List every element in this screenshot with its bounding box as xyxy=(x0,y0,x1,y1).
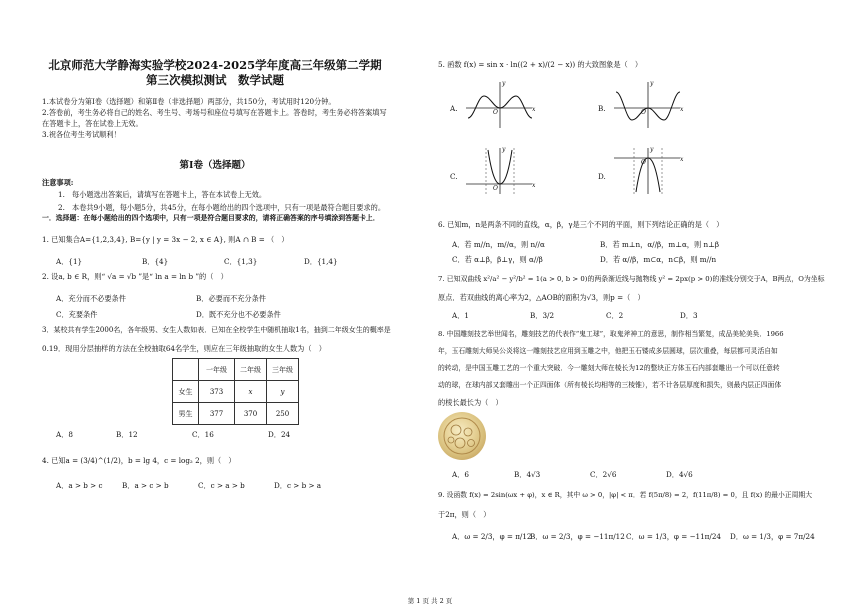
q4-stem: 4. 已知a = (3/4)^(1/2)，b = lg 4，c = log₂ 2，则（ ） xyxy=(42,456,236,465)
table-cell: y xyxy=(267,381,299,403)
ghost-ball-photo xyxy=(438,412,486,460)
table-cell: 男生 xyxy=(173,403,199,425)
q2-option-a: A．充分而不必要条件 xyxy=(56,294,126,303)
q5-label-d: D. xyxy=(598,172,606,181)
origin-label: O xyxy=(641,159,646,166)
q5-graph-b[interactable] xyxy=(612,80,684,130)
instruction-1: 1.本试卷分为第Ⅰ卷（选择题）和第Ⅱ卷（非选择题）两部分，共150分，考试用时120分钟。 xyxy=(42,97,336,106)
q5-graph-c[interactable] xyxy=(464,146,536,196)
q7-option-b: B．3/2 xyxy=(530,311,555,320)
q7-option-d: D．3 xyxy=(680,311,698,320)
q8-line2: 年，玉石雕刻大师吴公炎将这一雕刻技艺应用到玉雕之中，他把玉石镂成多层圆球，层次重叠，每层都可灵活自如 xyxy=(438,347,778,355)
q4-option-b: B．a > c > b xyxy=(122,481,169,490)
q1-option-a: A．{1} xyxy=(56,257,83,266)
table-row xyxy=(173,403,299,425)
table-cell: 二年级 xyxy=(235,359,267,381)
notice-1: 1. 每小题选出答案后，请填写在答题卡上，答在本试卷上无效。 xyxy=(58,190,267,199)
q4-option-d: D．c > b > a xyxy=(274,481,322,490)
q1-option-c: C．{1,3} xyxy=(224,257,258,266)
page-footer: 第 1 页 共 2 页 xyxy=(407,597,453,605)
q8-option-a: A．6 xyxy=(452,470,469,479)
q2-option-d: D．既不充分也不必要条件 xyxy=(196,310,281,319)
axis-x-label: x xyxy=(532,182,536,189)
table-row xyxy=(173,381,299,403)
axis-x-label: x xyxy=(680,156,684,163)
section-title: 一．选择题：在每小题给出的四个选项中，只有一项是符合题目要求的，请将正确答案的序号填涂到答题卡上． xyxy=(42,214,380,222)
q6-option-b: B．若 m⊥n，α//β，m⊥α，则 n⊥β xyxy=(600,240,720,249)
origin-label: O xyxy=(493,109,498,116)
instruction-2: 2.答卷前，考生务必将自己的姓名、考生号、考场号和座位号填写在答题卡上。答卷时，考生务必将答案填写 xyxy=(42,108,387,117)
q3-option-a: A．8 xyxy=(56,430,73,439)
table-cell: 女生 xyxy=(173,381,199,403)
graph-c-svg xyxy=(464,146,536,196)
q3-option-d: D．24 xyxy=(268,430,291,439)
q8-line5: 的棱长最长为（ ） xyxy=(438,398,503,407)
q3-option-b: B．12 xyxy=(116,430,138,439)
q7-option-c: C．2 xyxy=(606,311,624,320)
q1-option-d: D．{1,4} xyxy=(304,257,338,266)
graph-b-svg xyxy=(612,80,684,130)
table-cell xyxy=(173,359,199,381)
q9-option-b: B．ω = 2/3，φ = −11π/12 xyxy=(530,532,625,541)
q4-option-c: C．c > a > b xyxy=(198,481,245,490)
table-cell: 250 xyxy=(267,403,299,425)
q8-option-b: B．4√3 xyxy=(514,470,541,479)
axis-y-label: y xyxy=(650,146,654,153)
table-cell: 一年级 xyxy=(199,359,235,381)
q7-stem-line2: 原点．若双曲线的离心率为2，△AOB的面积为√3，则p =（ ） xyxy=(438,293,645,302)
q8-option-c: C．2√6 xyxy=(590,470,617,479)
exam-title-line1: 北京师范大学静海实验学校2024-2025学年度高三年级第二学期 xyxy=(48,58,382,72)
q9-option-d: D．ω = 1/3，φ = 7π/24 xyxy=(730,532,815,541)
q3-grade-table xyxy=(172,358,299,425)
q8-line4: 动的球，在球内部又套雕出一个正四面体（所有棱长均相等的三棱锥），若不计各层厚度和损失，则最内层正四面体 xyxy=(438,381,782,389)
exam-title-line2: 第三次模拟测试 数学试题 xyxy=(146,73,284,87)
table-row xyxy=(173,359,299,381)
origin-label: O xyxy=(493,185,498,192)
q6-option-a: A．若 m//n，m//α，则 n//α xyxy=(452,240,545,249)
q9-stem-line2: 于2π，则（ ） xyxy=(438,510,491,519)
q8-line1: 8. 中国雕刻技艺举世闻名，雕刻技艺的代表作“鬼工球”，取鬼斧神工的意思，制作相当繁复，成品美轮美奂．1966 xyxy=(438,330,784,338)
q5-graph-a[interactable] xyxy=(464,80,536,130)
q2-option-b: B．必要而不充分条件 xyxy=(196,294,266,303)
notice-title: 注意事项: xyxy=(42,178,74,187)
table-cell: x xyxy=(235,381,267,403)
q6-stem: 6. 已知m，n是两条不同的直线，α，β，γ是三个不同的平面，则下列结论正确的是（ ） xyxy=(438,220,724,229)
q2-stem: 2. 设a, b ∈ R，则“ √a = √b ”是“ ln a = ln b ”的（ ） xyxy=(42,272,228,281)
q2-option-c: C．充要条件 xyxy=(56,310,98,319)
graph-a-svg xyxy=(464,80,536,130)
q4-option-a: A．a > b > c xyxy=(56,481,103,490)
q5-graph-d[interactable] xyxy=(612,146,684,196)
q8-line3: 的转动，是中国玉雕工艺的一个重大突破．今一雕刻大师在棱长为12的整块正方体玉石内部套雕出一个可以任意转 xyxy=(438,364,780,372)
table-cell: 370 xyxy=(235,403,267,425)
q5-label-b: B. xyxy=(598,104,606,113)
q3-stem-line1: 3．某校共有学生2000名，各年级男、女生人数如表．已知在全校学生中随机抽取1名，抽到二年级女生的概率是 xyxy=(42,326,391,334)
origin-label: O xyxy=(641,109,646,116)
instruction-3: 3.祝各位考生考试顺利！ xyxy=(42,130,121,139)
q5-label-a: A. xyxy=(450,104,458,113)
q8-option-d: D．4√6 xyxy=(666,470,693,479)
graph-d-svg xyxy=(612,146,684,196)
q5-stem: 5. 函数 f(x) = sin x · ln((2 + x)/(2 − x)) 的大致图象是（ ） xyxy=(438,60,643,69)
axis-y-label: y xyxy=(650,80,654,87)
q1-option-b: B．{4} xyxy=(142,257,169,266)
q3-stem-line2: 0.19．现用分层抽样的方法在全校抽取64名学生，则应在三年级抽取的女生人数为（ ） xyxy=(42,344,326,353)
table-cell: 三年级 xyxy=(267,359,299,381)
part1-heading: 第Ⅰ卷（选择题） xyxy=(179,160,251,171)
axis-x-label: x xyxy=(532,106,536,113)
q9-stem-line1: 9. 设函数 f(x) = 2sin(ωx + φ)，x ∈ R，其中 ω > 0，|φ| < π．若 f(5π/8) = 2，f(11π/8) = 0，且 f(x) 的最小正周期大 xyxy=(438,491,812,499)
ghost-ball-carving xyxy=(438,412,486,460)
axis-y-label: y xyxy=(502,80,506,87)
q9-option-c: C．ω = 1/3，φ = −11π/24 xyxy=(626,532,721,541)
q3-option-c: C．16 xyxy=(192,430,214,439)
notice-2: 2. 本卷共9小题，每小题5分，共45分，在每小题给出的四个选项中，只有一项是最符合题目要求的。 xyxy=(58,203,386,212)
q5-label-c: C. xyxy=(450,172,458,181)
axis-y-label: y xyxy=(502,146,506,153)
q6-option-d: D．若 α//β，m⊂α，n⊂β，则 m//n xyxy=(600,255,717,264)
table-cell: 377 xyxy=(199,403,235,425)
q9-option-a: A．ω = 2/3，φ = π/12 xyxy=(452,532,532,541)
q1-stem: 1. 已知集合A={1,2,3,4}, B={y | y = 3x − 2, x ∈ A}, 则A ∩ B = （ ） xyxy=(42,235,289,244)
q7-option-a: A．1 xyxy=(452,311,469,320)
axis-x-label: x xyxy=(680,106,684,113)
q6-option-c: C．若 α⊥β，β⊥γ，则 α//β xyxy=(452,255,543,264)
instruction-2-cont: 在答题卡上，答在试卷上无效。 xyxy=(42,119,143,128)
table-cell: 373 xyxy=(199,381,235,403)
q7-stem-line1: 7. 已知双曲线 x²/a² − y²/b² = 1(a > 0, b > 0)的两条渐近线与抛物线 y² = 2px(p > 0)的准线分别交于A，B两点，O为坐标 xyxy=(438,275,825,283)
